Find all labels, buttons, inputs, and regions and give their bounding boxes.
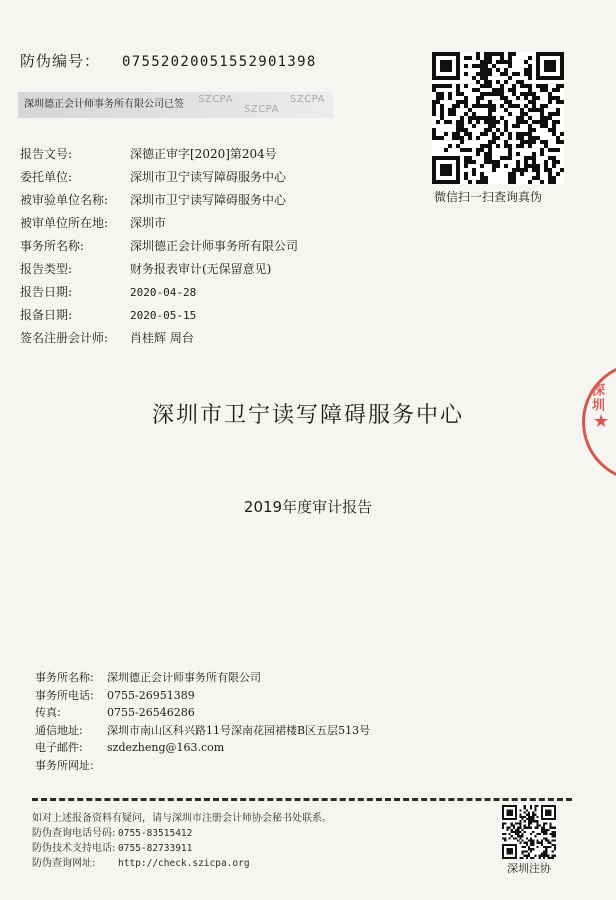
firm-value: 深圳市南山区科兴路11号深南花园裙楼B区五层513号 — [107, 723, 371, 737]
qr-caption: 微信扫一扫查询真伪 — [434, 190, 543, 204]
footer-value: 0755-83515412 — [118, 828, 193, 839]
firm-label: 电子邮件: — [35, 741, 83, 754]
firm-row-address — [35, 722, 370, 740]
info-value: 肖桂辉 周台 — [130, 331, 194, 345]
footer-notice — [32, 811, 332, 871]
anti-fake-label: 防伪编号： — [20, 52, 101, 70]
signed-band — [18, 92, 333, 118]
info-row-client — [20, 166, 298, 189]
info-value: 深德正审字[2020]第204号 — [130, 147, 277, 161]
anti-fake-number: 07552020051552901398 — [122, 54, 317, 70]
info-label: 事务所名称: — [20, 239, 85, 253]
watermark-text: SZCPA — [244, 104, 279, 115]
signed-band-text: 深圳德正会计师事务所有限公司已签 — [24, 99, 184, 110]
document-title: 深圳市卫宁读写障碍服务中心 — [151, 403, 464, 428]
footer-label: 防伪技术支持电话: — [32, 843, 116, 854]
firm-value: szdezheng@163.com — [107, 741, 225, 754]
footer-label: 防伪查询网址: — [32, 858, 96, 869]
footer-line-support-phone — [32, 841, 332, 856]
seal-star-icon: ★ — [593, 411, 610, 432]
firm-label: 事务所电话: — [35, 688, 94, 702]
info-label: 被审验单位名称: — [20, 193, 109, 207]
qr-code-icon — [432, 52, 564, 184]
firm-row-name — [35, 669, 370, 687]
footer-qr-caption: 深圳注协 — [507, 862, 551, 875]
footer-notice-text: 如对上述报备资料有疑问，请与深圳市注册会计师协会秘书处联系。 — [32, 813, 332, 824]
info-value: 2020-05-15 — [130, 309, 197, 322]
firm-value: 0755-26951389 — [107, 688, 195, 702]
info-label: 被审单位所在地: — [20, 216, 109, 230]
info-row-filing-date — [20, 304, 298, 327]
firm-value: 0755-26546286 — [107, 706, 195, 719]
footer-line-query-phone — [32, 826, 332, 841]
info-label: 报告日期: — [20, 285, 73, 299]
footer-value: 0755-82733911 — [118, 843, 193, 854]
info-label: 报备日期: — [20, 308, 73, 322]
dashed-separator — [32, 798, 572, 801]
info-row-report-number — [20, 143, 298, 166]
footer-qr-code-icon — [502, 805, 556, 859]
info-value: 深圳市 — [130, 216, 167, 230]
firm-row-website — [35, 757, 370, 775]
firm-label: 传真: — [35, 706, 61, 719]
info-value: 深圳市卫宁读写障碍服务中心 — [130, 193, 287, 207]
info-label: 签名注册会计师: — [20, 331, 109, 345]
firm-label: 事务所网址: — [35, 758, 94, 772]
footer-label: 防伪查询电话号码: — [32, 828, 116, 839]
anti-fake-number-row — [20, 50, 317, 71]
info-row-audited-entity — [20, 189, 298, 212]
info-value: 深圳市卫宁读写障碍服务中心 — [130, 170, 287, 184]
info-value: 2020-04-28 — [130, 286, 197, 299]
watermark-text: SZCPA — [290, 94, 325, 105]
seal-text: 深圳 — [589, 383, 604, 413]
watermark-text: SZCPA — [198, 94, 233, 105]
info-label: 报告文号: — [20, 147, 73, 161]
firm-row-fax — [35, 704, 370, 722]
info-label: 委托单位: — [20, 170, 73, 184]
document-subtitle: 2019年度审计报告 — [243, 498, 373, 516]
firm-label: 通信地址: — [35, 723, 83, 737]
firm-info-list — [35, 669, 370, 774]
red-seal-stamp — [582, 362, 616, 482]
firm-value: 深圳德正会计师事务所有限公司 — [107, 671, 261, 684]
info-row-report-date — [20, 281, 298, 304]
info-row-firm-name — [20, 235, 298, 258]
footer-link[interactable]: http://check.szicpa.org — [118, 858, 250, 869]
footer-line-query-url — [32, 856, 332, 871]
info-row-report-type — [20, 258, 298, 281]
info-value: 财务报表审计(无保留意见) — [130, 262, 272, 276]
report-info-list — [20, 143, 298, 350]
info-label: 报告类型: — [20, 262, 73, 276]
firm-row-email — [35, 739, 370, 757]
firm-row-phone — [35, 687, 370, 705]
info-row-signing-cpa — [20, 327, 298, 350]
info-value: 深圳德正会计师事务所有限公司 — [130, 239, 299, 253]
info-row-entity-location — [20, 212, 298, 235]
firm-label: 事务所名称: — [35, 671, 94, 684]
